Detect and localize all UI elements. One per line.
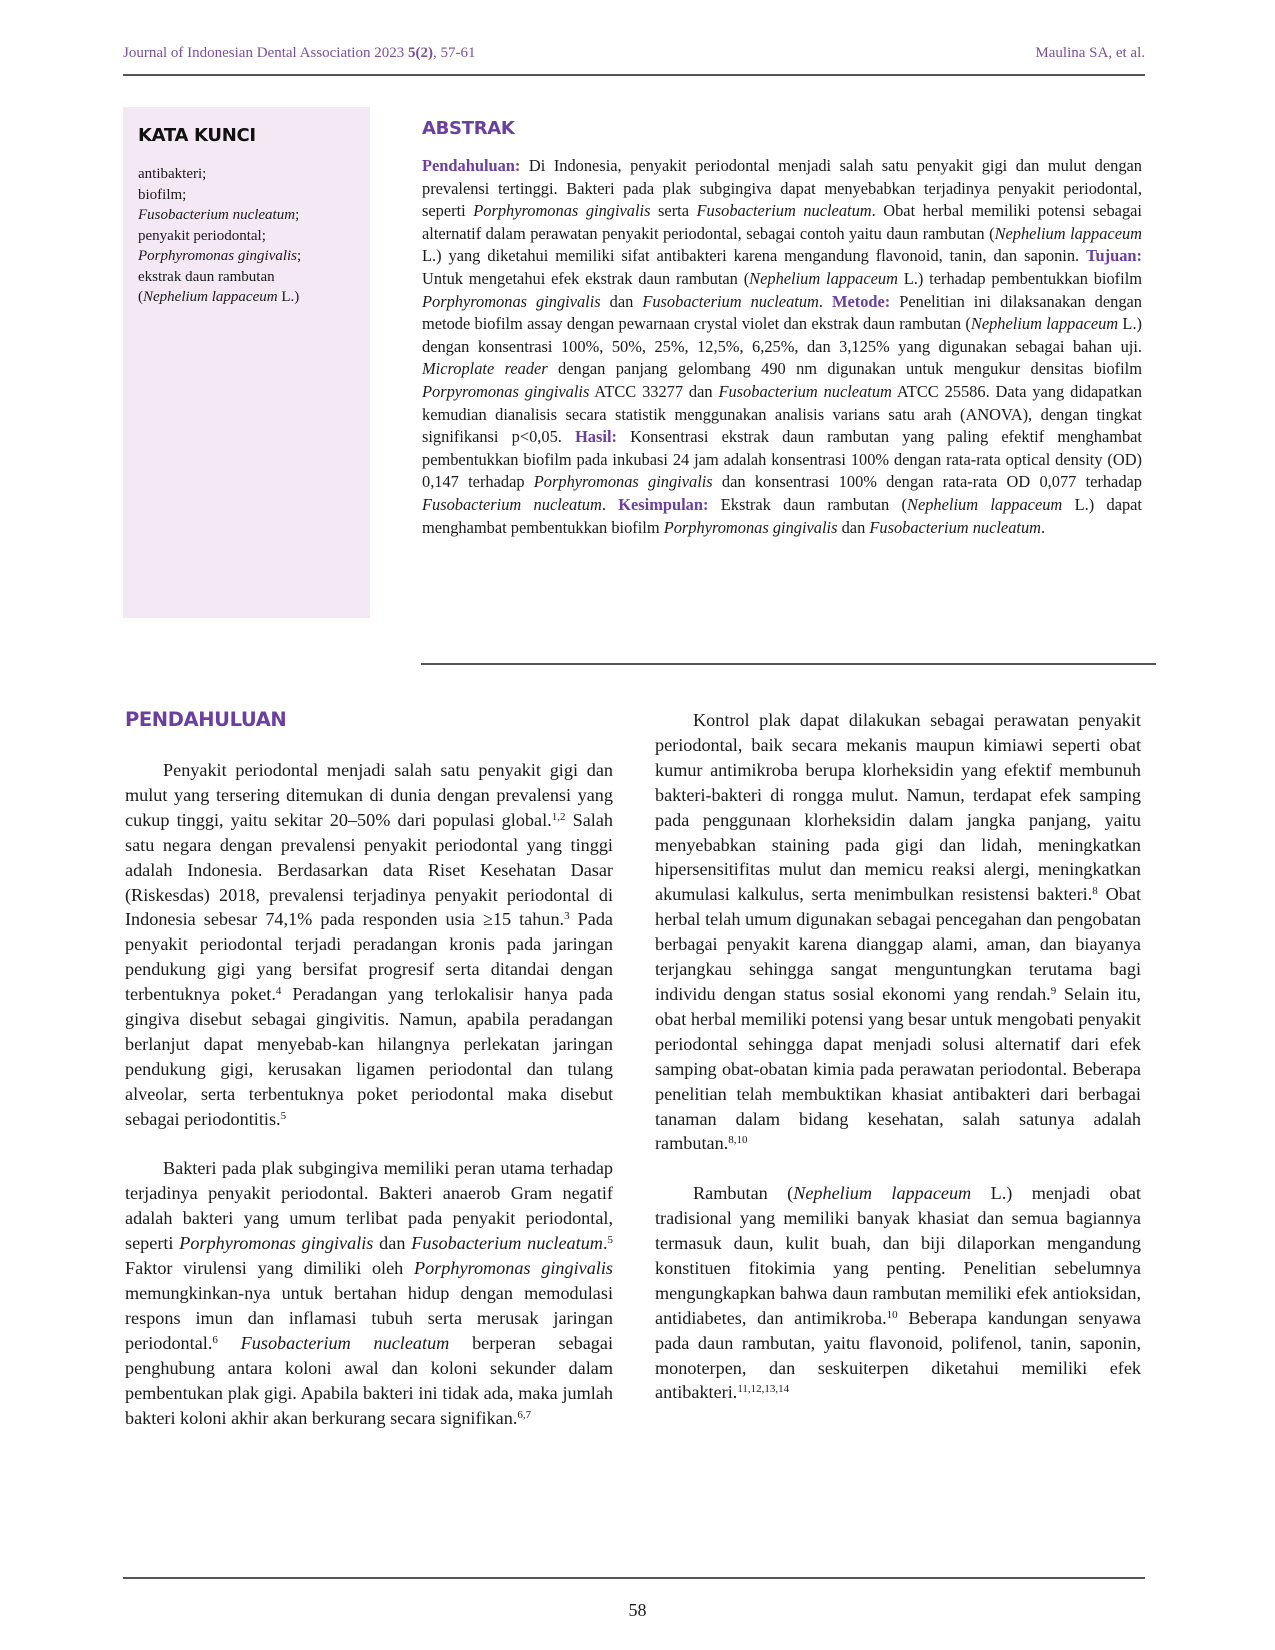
citation: 5 — [280, 1109, 287, 1122]
paragraph: Rambutan (Nephelium lappaceum L.) menjadi obat tradisional yang memiliki banyak khasiat dan semua bagiannya termasuk daun, kulit buah, dan biji dilaporkan mengandung konstituen fitokimia yang penting. Penelitian sebelumnya mengungkapkan bahwa daun rambutan memiliki efek antioksidan, antidiabetes, dan antimikroba.$^{10}$ Beberapa kandungan senyawa pada daun rambutan, yaitu flavonoid, polifenol, tanin, saponin, monoterpen, dan seskuiterpen diketahui memiliki efek antibakteri.$^{11,12,13,14}$ — [655, 1183, 1141, 1403]
citation: 9 — [1050, 984, 1057, 997]
right-column — [655, 708, 1141, 1405]
running-head — [123, 45, 1145, 69]
journal-citation: Journal of Indonesian Dental Association 2023 5(2), 57-61 — [123, 45, 476, 61]
abstract-body: Pendahuluan: Di Indonesia, penyakit periodontal menjadi salah satu penyakit gigi dan mulut dengan prevalensi tertinggi. Bakteri pada plak subgingiva dapat menyebabkan terjadinya penyakit periodontal, seperti Porphyromonas gingivalis serta Fusobacterium nucleatum. Obat herbal memiliki potensi sebagai alternatif dalam perawatan penyakit periodontal, sebagai contoh yaitu daun rambutan (Nephelium lappaceum L.) yang diketahui memiliki sifat antibakteri karena mengandung flavonoid, tanin, dan saponin. Tujuan: Untuk mengetahui efek ekstrak daun rambutan (Nephelium lappaceum L.) terhadap pembentukkan biofilm Porphyromonas gingivalis dan Fusobacterium nucleatum. Metode: Penelitian ini dilaksanakan dengan metode biofilm assay dengan pewarnaan crystal violet dan ekstrak daun rambutan (Nephelium lappaceum L.) dengan konsentrasi 100%, 50%, 25%, 12,5%, 6,25%, dan 3,125% yang digunakan sebagai bahan uji. Microplate reader dengan panjang gelombang 490 nm digunakan untuk mengukur densitas biofilm Porpyromonas gingivalis ATCC 33277 dan Fusobacterium nucleatum ATCC 25586. Data yang didapatkan kemudian dianalisis secara statistik menggunakan analisis varians satu arah (ANOVA), dengan tingkat signifikansi p<0,05. Hasil: Konsentrasi ekstrak daun rambutan yang paling efektif menghambat pembentukkan biofilm pada inkubasi 24 jam adalah konsentrasi 100% dengan rata-rata optical density (OD) 0,147 terhadap Porphyromonas gingivalis dan konsentrasi 100% dengan rata-rata OD 0,077 terhadap Fusobacterium nucleatum. Kesimpulan: Ekstrak daun rambutan (Nephelium lappaceum L.) dapat menghambat pembentukkan biofilm Porphyromonas gingivalis dan Fusobacterium nucleatum. — [422, 156, 1143, 537]
keywords-title: KATA KUNCI — [138, 125, 256, 146]
abstract-label-method: Metode: — [831, 291, 891, 311]
abstract-divider — [421, 663, 1156, 665]
keyword: biofilm; — [138, 186, 187, 203]
paragraph: Kontrol plak dapat dilakukan sebagai perawatan penyakit periodontal, baik secara mekanis maupun kimiawi seperti obat kumur antimikroba berupa klorheksidin yang efektif membunuh bakteri-bakteri di rongga mulut. Namun, terdapat efek samping pada penggunaan klorheksidin dalam jangka panjang, yaitu menyebabkan staining pada gigi dan lidah, meningkatkan hipersensitifitas mulut dan memicu reaksi alergi, meningkatkan akumulasi kalkulus, serta menimbulkan resistensi bakteri.$^8$ Obat herbal telah umum digunakan sebagai pencegahan dan pengobatan berbagai penyakit karena dianggap alami, aman, dan biayanya terjangkau sehingga sangat menguntungkan terutama bagi individu dengan status sosial ekonomi yang rendah.$^9$ Selain itu, obat herbal memiliki potensi yang besar untuk mengobati penyakit periodontal sehingga dapat menjadi solusi alternatif dari efek samping obat-obatan kimia pada perawatan periodontal. Beberapa penelitian telah membuktikan khasiat antibakteri dari berbagai tanaman dalam bidang kesehatan, salah satunya adalah rambutan.$^{8,10}$ — [655, 710, 1142, 1154]
abstract-title: ABSTRAK — [422, 118, 515, 139]
citation: 10 — [886, 1308, 898, 1321]
paragraph: Bakteri pada plak subgingiva memiliki peran utama terhadap terjadinya penyakit periodontal. Bakteri anaerob Gram negatif adalah bakteri yang umum terlibat pada penyakit periodontal, seperti Porphyromonas gingivalis dan Fusobacterium nucleatum.$^5$ Faktor virulensi yang dimiliki oleh Porphyromonas gingivalis memungkinkan-nya untuk bertahan hidup dengan memodulasi respons imun dan inflamasi tubuh serta merusak jaringan periodontal.$^6$ Fusobacterium nucleatum berperan sebagai penghubung antara koloni awal dan koloni sekunder dalam pembentukan plak gigi. Apabila bakteri ini tidak ada, maka jumlah bakteri koloni akhir akan berkurang secara signifikan.$^{6,7}$ — [125, 1158, 613, 1428]
footer-divider — [123, 1577, 1145, 1579]
volume-issue: 5(2) — [407, 45, 433, 61]
paragraph: Penyakit periodontal menjadi salah satu penyakit gigi dan mulut yang tersering ditemukan di dunia dengan prevalensi yang cukup tinggi, yaitu sekitar 20–50% dari populasi global.$^{1,2}$ Salah satu negara dengan prevalensi penyakit periodontal yang tinggi adalah Indonesia. Berdasarkan data Riset Kesehatan Dasar (Riskesdas) 2018, prevalensi terjadinya penyakit periodontal di Indonesia sebesar 74,1% pada responden usia ≥15 tahun.$^3$ Pada penyakit periodontal terjadi peradangan kronis pada jaringan pendukung gigi yang bersifat progresif serta ditandai dengan terbentuknya poket.$^4$ Peradangan yang terlokalisir hanya pada gingiva disebut sebagai gingivitis. Namun, apabila peradangan berlanjut dapat menyebab-kan hilangnya perlekatan jaringan pendukung gigi, kerusakan ligamen periodontal dan tulang alveolar, serta terbentuknya poket periodontal maka disebut sebagai periodontitis.$^5$ — [125, 760, 614, 1129]
citation: 1,2 — [551, 810, 566, 823]
header-divider — [123, 74, 1145, 76]
abstract-label-aim: Tujuan: — [1086, 246, 1142, 266]
keywords-box — [123, 107, 370, 618]
citation: 3 — [564, 910, 570, 923]
keyword: antibakteri; — [138, 166, 207, 182]
citation: 6 — [212, 1333, 218, 1346]
citation: 4 — [275, 985, 282, 998]
citation: 11,12,13,14 — [737, 1383, 790, 1396]
page-number: 58 — [628, 1600, 647, 1620]
section-title: PENDAHULUAN — [125, 708, 287, 731]
keyword: (Nephelium lappaceum L.) — [138, 289, 300, 305]
keyword: Porphyromonas gingivalis; — [138, 248, 302, 264]
keyword: Fusobacterium nucleatum; — [138, 207, 300, 223]
keyword: ekstrak daun rambutan — [138, 268, 275, 285]
left-column — [125, 758, 613, 1430]
abstract-label-intro: Pendahuluan: — [422, 156, 521, 175]
author-short: Maulina SA, et al. — [1035, 45, 1145, 61]
citation: 6,7 — [517, 1408, 532, 1421]
keyword: penyakit periodontal; — [138, 227, 266, 244]
abstract-label-conclusion: Kesimpulan: — [618, 494, 709, 514]
citation: 5 — [607, 1234, 613, 1247]
citation: 8,10 — [728, 1134, 748, 1147]
citation: 8 — [1092, 885, 1098, 898]
abstract-label-result: Hasil: — [575, 427, 617, 447]
